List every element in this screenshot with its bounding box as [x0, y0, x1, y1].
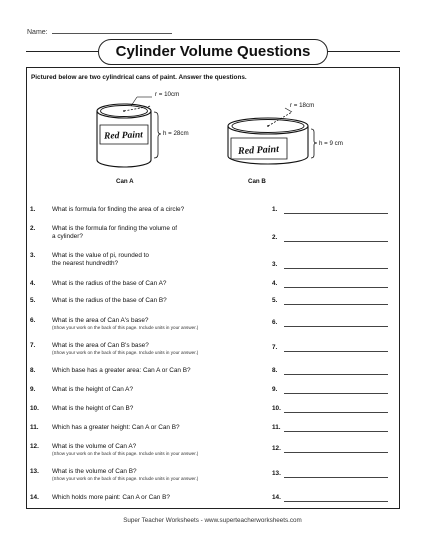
- answer-blank[interactable]: [284, 297, 388, 305]
- question-number: 9.: [30, 386, 36, 393]
- answer-number: 10.: [272, 405, 281, 412]
- question-text: What is the volume of Can A? (Show your work on the back of this page. Include units in your answer.): [52, 443, 199, 456]
- can-a-height-label: h = 28cm: [163, 130, 189, 137]
- answer-blank[interactable]: [284, 319, 388, 327]
- intro-text: Pictured below are two cylindrical cans of paint. Answer the questions.: [31, 74, 247, 81]
- question-number: 12.: [30, 443, 39, 450]
- question-number: 8.: [30, 367, 36, 374]
- question-number: 13.: [30, 468, 39, 475]
- question-text: Which holds more paint: Can A or Can B?: [52, 494, 170, 501]
- answer-number: 3.: [272, 261, 278, 268]
- answer-number: 7.: [272, 344, 278, 351]
- answer-blank[interactable]: [284, 494, 388, 502]
- answer-blank[interactable]: [284, 470, 388, 478]
- question-note: (Show your work on the back of this page. Include units in your answer.): [52, 325, 199, 330]
- answer-number: 13.: [272, 470, 281, 477]
- can-a-caption: Can A: [116, 178, 134, 185]
- question-text: Which has a greater height: Can A or Can B?: [52, 424, 180, 431]
- question-text: What is the area of Can A's base? (Show your work on the back of this page. Include units in your answer.): [52, 317, 199, 330]
- answer-number: 14.: [272, 494, 281, 501]
- can-b-height-label: h = 9 cm: [319, 140, 343, 147]
- answer-blank[interactable]: [284, 280, 388, 288]
- question-text: What is the radius of the base of Can B?: [52, 297, 167, 304]
- answer-blank[interactable]: [284, 344, 388, 352]
- answer-number: 11.: [272, 424, 281, 431]
- question-number: 3.: [30, 252, 36, 259]
- question-number: 1.: [30, 206, 36, 213]
- question-text: What is the volume of Can B? (Show your work on the back of this page. Include units in your answer.): [52, 468, 199, 481]
- question-number: 10.: [30, 405, 39, 412]
- answer-number: 5.: [272, 297, 278, 304]
- question-text: What is the height of Can A?: [52, 386, 133, 393]
- question-number: 4.: [30, 280, 36, 287]
- answer-number: 12.: [272, 445, 281, 452]
- can-b-radius-label: r = 18cm: [290, 102, 315, 109]
- question-note: (Show your work on the back of this page. Include units in your answer.): [52, 350, 199, 355]
- can-a-brand-text: Red Paint: [103, 130, 144, 142]
- answer-number: 8.: [272, 367, 278, 374]
- question-text: What is the formula for finding the volume of a cylinder?: [52, 225, 178, 240]
- question-number: 6.: [30, 317, 36, 324]
- answer-blank[interactable]: [284, 261, 388, 269]
- question-text: What is the area of Can B's base? (Show your work on the back of this page. Include units in your answer.): [52, 342, 199, 355]
- question-text: What is the radius of the base of Can A?: [52, 280, 167, 287]
- answer-blank[interactable]: [284, 206, 388, 214]
- answer-number: 4.: [272, 280, 278, 287]
- question-note: (Show your work on the back of this page. Include units in your answer.): [52, 451, 199, 456]
- question-number: 2.: [30, 225, 36, 232]
- can-a-radius-label: r = 10cm: [155, 91, 180, 98]
- answer-number: 1.: [272, 206, 278, 213]
- answer-number: 2.: [272, 234, 278, 241]
- can-b-brand-text: Red Paint: [237, 143, 280, 158]
- question-number: 14.: [30, 494, 39, 501]
- footer-credit: Super Teacher Worksheets - www.superteacherworksheets.com: [123, 517, 302, 524]
- answer-blank[interactable]: [284, 386, 388, 394]
- question-number: 7.: [30, 342, 36, 349]
- question-number: 11.: [30, 424, 39, 431]
- answer-blank[interactable]: [284, 234, 388, 242]
- answer-blank[interactable]: [284, 405, 388, 413]
- question-text: Which base has a greater area: Can A or Can B?: [52, 367, 191, 374]
- answer-number: 6.: [272, 319, 278, 326]
- can-b-caption: Can B: [248, 178, 266, 185]
- name-label: Name:: [27, 29, 48, 36]
- answer-number: 9.: [272, 386, 278, 393]
- question-text: What is formula for finding the area of a circle?: [52, 206, 185, 213]
- answer-blank[interactable]: [284, 367, 388, 375]
- answer-blank[interactable]: [284, 424, 388, 432]
- page-title: Cylinder Volume Questions: [98, 39, 328, 65]
- question-text: What is the height of Can B?: [52, 405, 134, 412]
- question-note: (Show your work on the back of this page. Include units in your answer.): [52, 476, 199, 481]
- answer-blank[interactable]: [284, 445, 388, 453]
- question-text: What is the value of pi, rounded to the nearest hundredth?: [52, 252, 149, 267]
- question-number: 5.: [30, 297, 36, 304]
- cans-illustration: [0, 0, 425, 200]
